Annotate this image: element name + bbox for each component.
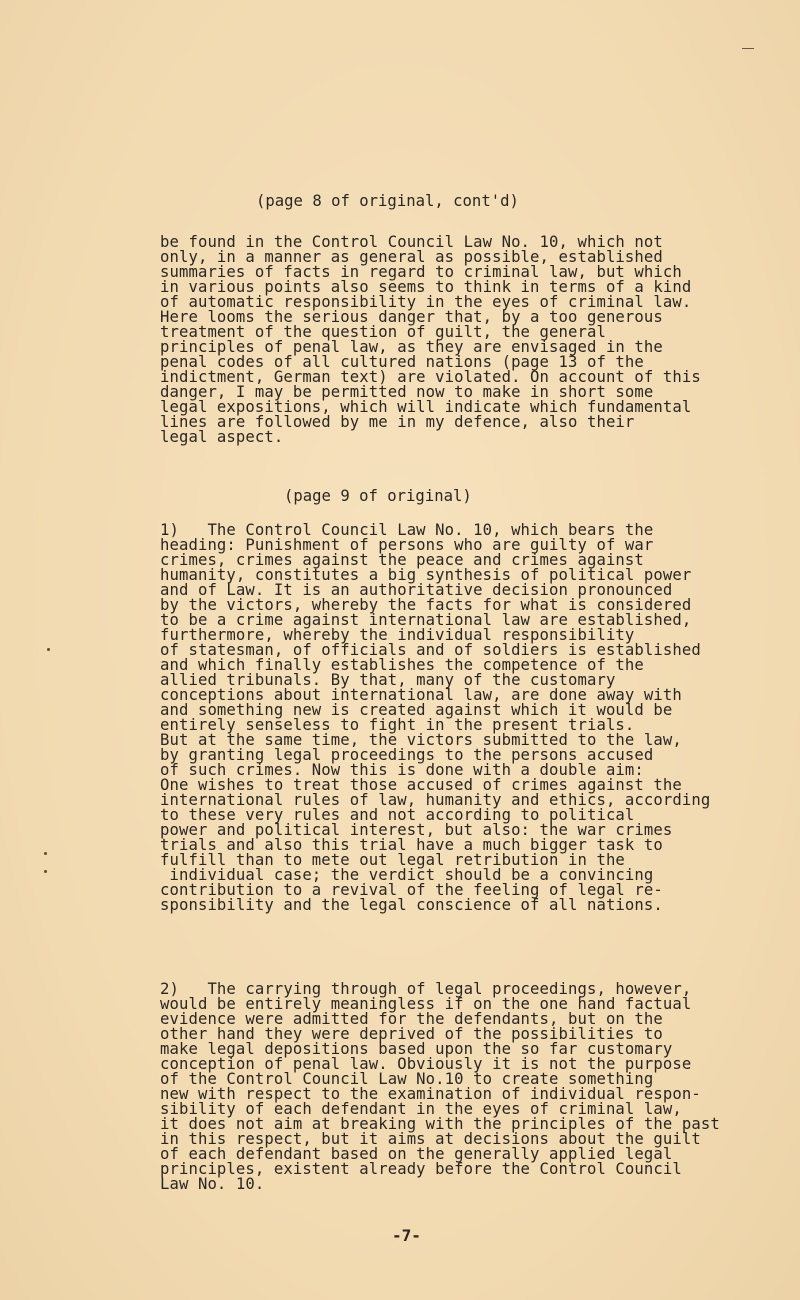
text-line: contribution to a revival of the feeling of legal re- bbox=[160, 881, 663, 899]
text-line: Law No. 10. bbox=[160, 1175, 265, 1193]
text-line: individual case; the verdict should be a convincing bbox=[160, 866, 654, 884]
text-line: to these very rules and not according to political bbox=[160, 806, 635, 824]
text-line: by granting legal proceedings to the persons accused bbox=[160, 746, 654, 764]
text-line: of the Control Council Law No.10 to create something bbox=[160, 1070, 654, 1088]
page-9-header: (page 9 of original) bbox=[284, 487, 472, 505]
text-line: it does not aim at breaking with the principles of the past bbox=[160, 1115, 720, 1133]
paragraph-2 bbox=[160, 982, 720, 1192]
text-line: allied tribunals. By that, many of the customary bbox=[160, 671, 616, 689]
text-line: of automatic responsibility in the eyes of criminal law. bbox=[160, 293, 692, 311]
text-line: of each defendant based on the generally applied legal bbox=[160, 1145, 673, 1163]
margin-mark bbox=[742, 48, 754, 49]
text-line: evidence were admitted for the defendants, but on the bbox=[160, 1010, 663, 1028]
text-line: summaries of facts in regard to criminal law, but which bbox=[160, 263, 682, 281]
text-line: 1) The Control Council Law No. 10, which bears the bbox=[160, 521, 654, 539]
text-line: and which finally establishes the competence of the bbox=[160, 656, 644, 674]
text-line: in various points also seems to think in terms of a kind bbox=[160, 278, 692, 296]
margin-dot bbox=[44, 870, 47, 873]
text-line: principles, existent already before the Control Council bbox=[160, 1160, 682, 1178]
text-line: trials and also this trial have a much bigger task to bbox=[160, 836, 663, 854]
text-line: international rules of law, humanity and ethics, according bbox=[160, 791, 711, 809]
text-line: of statesman, of officials and of soldiers is established bbox=[160, 641, 701, 659]
text-line: make legal depositions based upon the so far customary bbox=[160, 1040, 673, 1058]
text-line: sponsibility and the legal conscience of all nations. bbox=[160, 896, 663, 914]
text-line: But at the same time, the victors submitted to the law, bbox=[160, 731, 682, 749]
text-line: new with respect to the examination of individual respon- bbox=[160, 1085, 701, 1103]
text-line: of such crimes. Now this is done with a double aim: bbox=[160, 761, 644, 779]
text-line: sibility of each defendant in the eyes of criminal law, bbox=[160, 1100, 682, 1118]
text-line: One wishes to treat those accused of crimes against the bbox=[160, 776, 682, 794]
intro-paragraph bbox=[160, 235, 701, 445]
text-line: treatment of the question of guilt, the general bbox=[160, 323, 606, 341]
page-continuation-header: (page 8 of original, cont'd) bbox=[256, 192, 519, 210]
text-line: crimes, crimes against the peace and crimes against bbox=[160, 551, 644, 569]
text-line: to be a crime against international law are established, bbox=[160, 611, 692, 629]
text-line: be found in the Control Council Law No. 10, which not bbox=[160, 233, 663, 251]
text-line: furthermore, whereby the individual responsibility bbox=[160, 626, 635, 644]
text-line: danger, I may be permitted now to make in short some bbox=[160, 383, 654, 401]
text-line: and of Law. It is an authoritative decision pronounced bbox=[160, 581, 673, 599]
text-line: would be entirely meaningless if on the one hand factual bbox=[160, 995, 692, 1013]
text-line: legal aspect. bbox=[160, 428, 284, 446]
text-line: entirely senseless to fight in the present trials. bbox=[160, 716, 635, 734]
margin-dot bbox=[44, 852, 47, 855]
text-line: in this respect, but it aims at decisions about the guilt bbox=[160, 1130, 701, 1148]
text-line: heading: Punishment of persons who are guilty of war bbox=[160, 536, 654, 554]
text-line: penal codes of all cultured nations (page 13 of the bbox=[160, 353, 644, 371]
margin-dot bbox=[47, 648, 50, 651]
text-line: humanity, constitutes a big synthesis of political power bbox=[160, 566, 692, 584]
text-line: legal expositions, which will indicate which fundamental bbox=[160, 398, 692, 416]
text-line: principles of penal law, as they are envisaged in the bbox=[160, 338, 663, 356]
text-line: indictment, German text) are violated. On account of this bbox=[160, 368, 701, 386]
page-number: -7- bbox=[392, 1226, 421, 1245]
text-line: fulfill than to mete out legal retribution in the bbox=[160, 851, 625, 869]
text-line: Here looms the serious danger that, by a too generous bbox=[160, 308, 663, 326]
text-line: conception of penal law. Obviously it is not the purpose bbox=[160, 1055, 692, 1073]
text-line: other hand they were deprived of the possibilities to bbox=[160, 1025, 663, 1043]
text-line: by the victors, whereby the facts for what is considered bbox=[160, 596, 692, 614]
text-line: power and political interest, but also: the war crimes bbox=[160, 821, 673, 839]
text-line: lines are followed by me in my defence, also their bbox=[160, 413, 635, 431]
text-line: only, in a manner as general as possible, established bbox=[160, 248, 663, 266]
text-line: conceptions about international law, are done away with bbox=[160, 686, 682, 704]
paragraph-1 bbox=[160, 523, 710, 913]
text-line: 2) The carrying through of legal proceedings, however, bbox=[160, 980, 692, 998]
text-line: and something new is created against which it would be bbox=[160, 701, 673, 719]
